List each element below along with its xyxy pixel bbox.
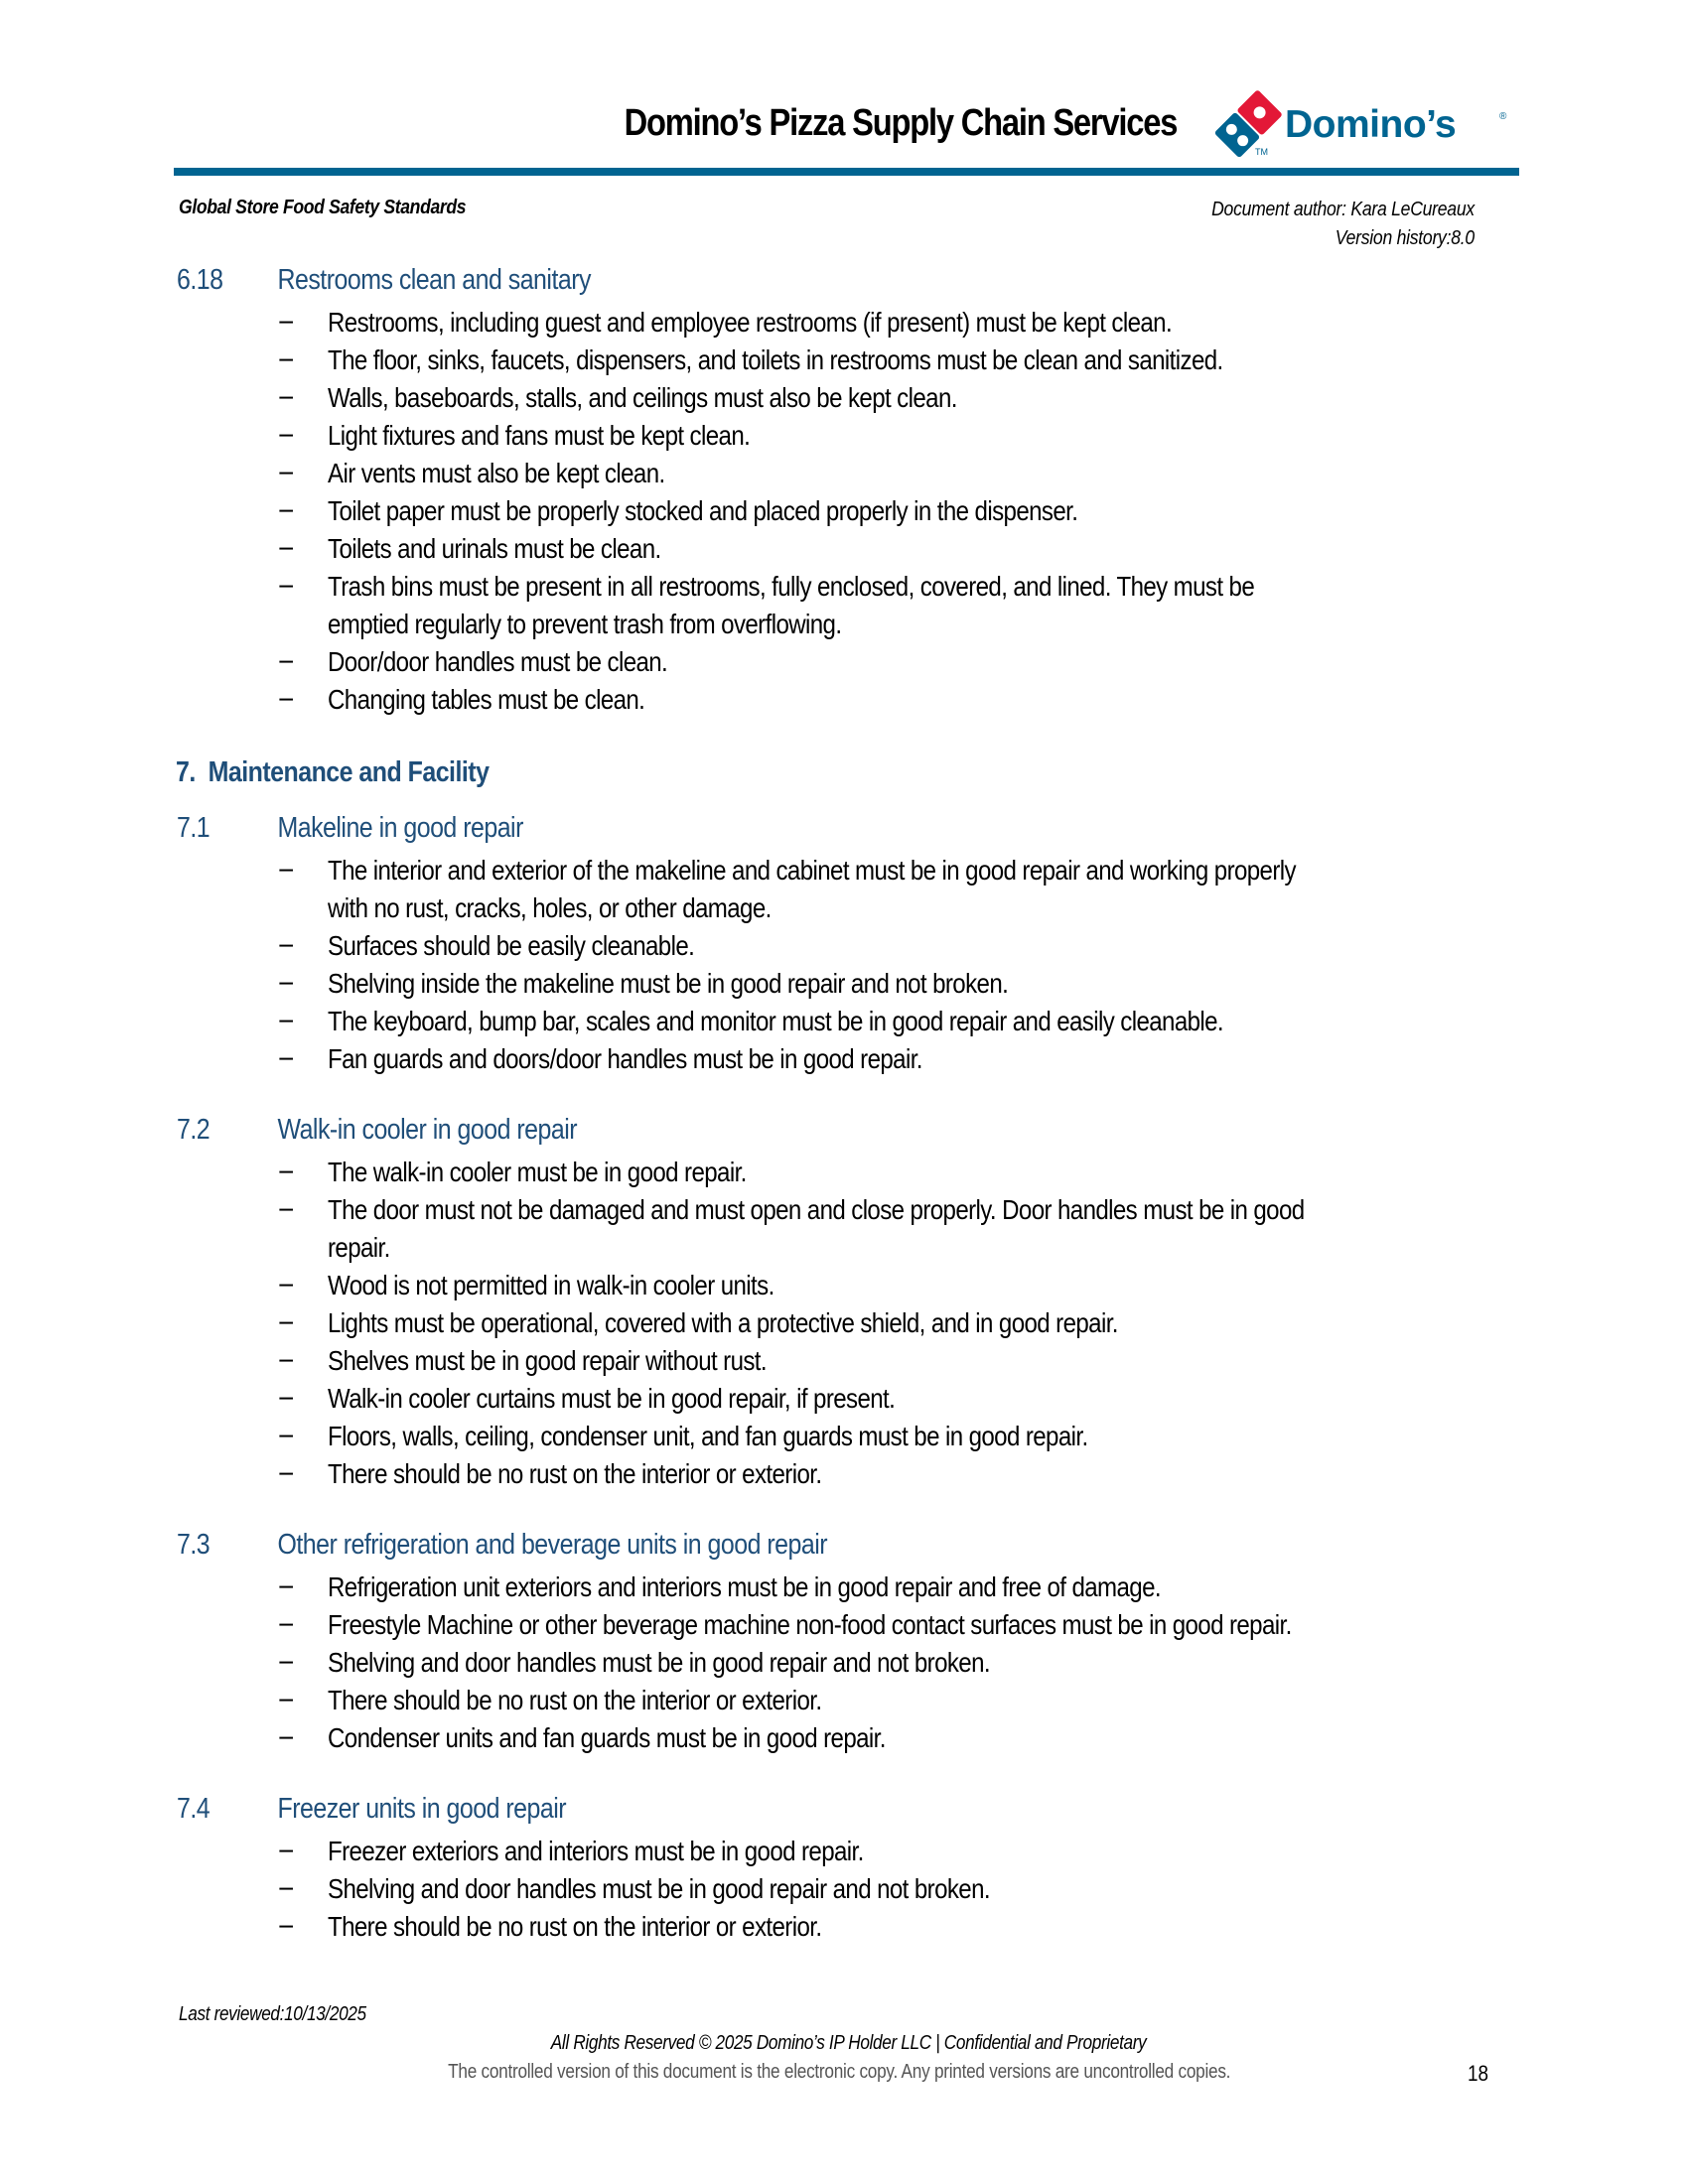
- controlled-copy-notice: The controlled version of this document is the electronic copy. Any printed versions are uncontrolled copies.: [447, 2061, 1231, 2083]
- list-item: − There should be no rust on the interior or exterior.: [278, 1911, 822, 1942]
- page-header: [174, 77, 1519, 177]
- list-item: − Walk-in cooler curtains must be in good repair, if present.: [278, 1383, 896, 1414]
- bullet-list-7-3: [276, 1569, 1527, 1757]
- subsection-heading-7-2: [177, 1114, 577, 1147]
- bullet-list-6-18: [276, 304, 1527, 719]
- subsection-heading-7-3: [177, 1529, 827, 1562]
- list-item-continuation: repair.: [328, 1232, 390, 1263]
- section-title: Maintenance and Facility: [208, 756, 490, 788]
- list-item: − Door/door handles must be clean.: [278, 646, 668, 677]
- logo-wordmark: Domino’s: [1285, 103, 1457, 146]
- list-item: − Walls, baseboards, stalls, and ceilings must also be kept clean.: [278, 382, 957, 413]
- list-item-continuation: with no rust, cracks, holes, or other damage.: [328, 892, 772, 923]
- list-item: − Floors, walls, ceiling, condenser unit, and fan guards must be in good repair.: [278, 1421, 1088, 1451]
- list-item: − Shelves must be in good repair without rust.: [278, 1345, 767, 1376]
- subsection-heading-6-18: [177, 264, 591, 297]
- domino-tile-icon: [1213, 87, 1285, 159]
- list-item: − There should be no rust on the interior or exterior.: [278, 1458, 822, 1489]
- list-item: − The interior and exterior of the makeline and cabinet must be in good repair and working properly: [278, 855, 1296, 886]
- list-item: − The keyboard, bump bar, scales and monitor must be in good repair and easily cleanable.: [278, 1006, 1224, 1036]
- list-item: − Light fixtures and fans must be kept clean.: [278, 420, 751, 451]
- document-author: Document author: Kara LeCureaux: [1211, 199, 1475, 220]
- subsection-heading-7-1: [177, 812, 523, 845]
- subsection-number: 7.3: [177, 1529, 211, 1561]
- page-number: 18: [1468, 2061, 1489, 2086]
- section-number: 7.: [176, 756, 196, 788]
- list-item: − Air vents must also be kept clean.: [278, 458, 665, 488]
- list-item: − Shelving and door handles must be in good repair and not broken.: [278, 1647, 990, 1678]
- list-item: − Refrigeration unit exteriors and interiors must be in good repair and free of damage.: [278, 1571, 1161, 1602]
- bullet-list-7-4: [276, 1833, 1527, 1946]
- subsection-number: 7.4: [177, 1793, 211, 1825]
- document-name: Global Store Food Safety Standards: [179, 197, 467, 218]
- rights-notice: All Rights Reserved © 2025 Domino’s IP Holder LLC | Confidential and Proprietary: [551, 2032, 1147, 2054]
- list-item: − Lights must be operational, covered with a protective shield, and in good repair.: [278, 1307, 1118, 1338]
- subsection-number: 7.1: [177, 812, 211, 844]
- subsection-number: 7.2: [177, 1114, 211, 1146]
- dominos-logo: [1213, 83, 1511, 163]
- list-item: − The floor, sinks, faucets, dispensers, and toilets in restrooms must be clean and sanitized.: [278, 344, 1223, 375]
- list-item: − Trash bins must be present in all restrooms, fully enclosed, covered, and lined. They must be: [278, 571, 1255, 602]
- subsection-title: Walk-in cooler in good repair: [277, 1114, 578, 1146]
- list-item: − Freestyle Machine or other beverage machine non-food contact surfaces must be in good repair.: [278, 1609, 1292, 1640]
- header-title: Domino’s Pizza Supply Chain Services: [624, 102, 1177, 144]
- list-item: − The door must not be damaged and must open and close properly. Door handles must be in good: [278, 1194, 1305, 1225]
- list-item: − Condenser units and fan guards must be in good repair.: [278, 1722, 886, 1753]
- subsection-title: Makeline in good repair: [277, 812, 523, 844]
- list-item: − Toilets and urinals must be clean.: [278, 533, 661, 564]
- list-item: − Surfaces should be easily cleanable.: [278, 930, 695, 961]
- subsection-title: Freezer units in good repair: [277, 1793, 567, 1825]
- list-item: − There should be no rust on the interior or exterior.: [278, 1685, 822, 1715]
- list-item: − The walk-in cooler must be in good repair.: [278, 1157, 747, 1187]
- list-item: − Toilet paper must be properly stocked and placed properly in the dispenser.: [278, 495, 1078, 526]
- list-item-continuation: emptied regularly to prevent trash from overflowing.: [328, 609, 842, 639]
- list-item: − Shelving and door handles must be in good repair and not broken.: [278, 1873, 990, 1904]
- last-reviewed: Last reviewed:10/13/2025: [179, 2003, 366, 2025]
- list-item: − Wood is not permitted in walk-in cooler units.: [278, 1270, 774, 1300]
- list-item: − Restrooms, including guest and employee restrooms (if present) must be kept clean.: [278, 307, 1173, 338]
- bullet-list-7-1: [276, 852, 1527, 1078]
- list-item: − Freezer exteriors and interiors must be in good repair.: [278, 1836, 864, 1866]
- subsection-title: Restrooms clean and sanitary: [277, 264, 591, 296]
- list-item: − Changing tables must be clean.: [278, 684, 645, 715]
- logo-tm: TM: [1255, 147, 1268, 157]
- bullet-list-7-2: [276, 1154, 1527, 1493]
- document-meta: [1211, 196, 1475, 253]
- list-item: − Shelving inside the makeline must be in good repair and not broken.: [278, 968, 1009, 999]
- subsection-number: 6.18: [177, 264, 223, 296]
- subsection-title: Other refrigeration and beverage units in good repair: [277, 1529, 828, 1561]
- version-history: Version history:8.0: [1335, 227, 1475, 249]
- subsection-heading-7-4: [177, 1793, 566, 1826]
- registered-mark: ®: [1499, 111, 1507, 122]
- section-heading-7: [176, 756, 489, 789]
- list-item: − Fan guards and doors/door handles must be in good repair.: [278, 1043, 922, 1074]
- header-divider: [174, 168, 1519, 176]
